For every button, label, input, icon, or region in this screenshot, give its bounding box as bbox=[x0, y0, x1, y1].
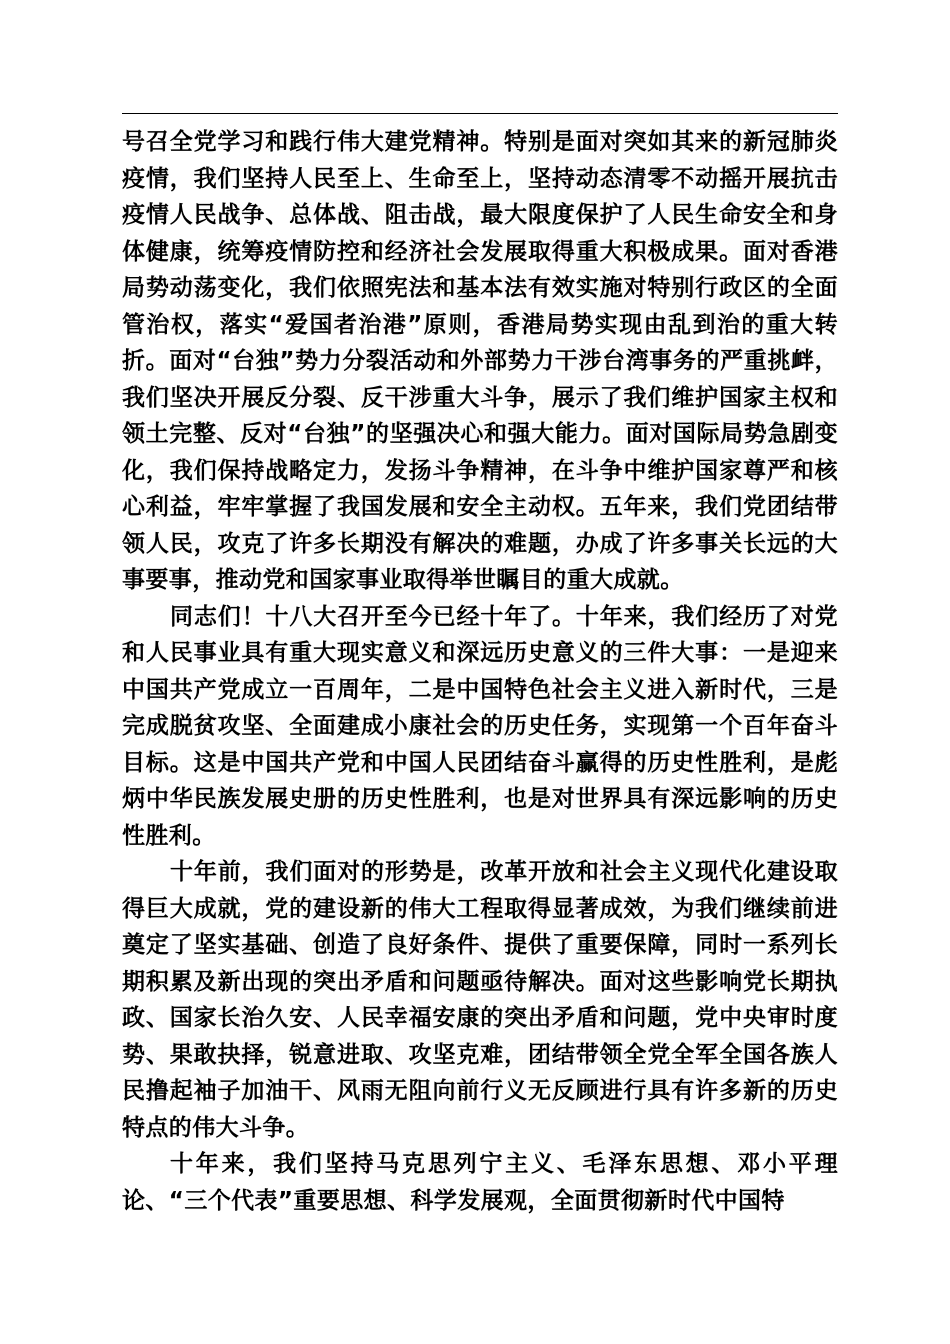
paragraph-3: 十年前，我们面对的形势是，改革开放和社会主义现代化建设取得巨大成就，党的建设新的伟大工程取得显著成效，为我们继续前进奠定了坚实基础、创造了良好条件、提供了重要保障，同时一系列长期积累及新出现的突出矛盾和问题亟待解决。面对这些影响党长期执政、国家长治久安、人民幸福安康的突出矛盾和问题，党中央审时度势、果敢抉择，锐意进取、攻坚克难，团结带领全党全军全国各族人民撸起袖子加油干、风雨无阻向前行义无反顾进行具有许多新的历史特点的伟大斗争。 bbox=[122, 859, 838, 1141]
paragraph-1: 号召全党学习和践行伟大建党精神。特别是面对突如其来的新冠肺炎疫情，我们坚持人民至上、生命至上，坚持动态清零不动摇开展抗击疫情人民战争、总体战、阻击战，最大限度保护了人民生命安全和身体健康，统筹疫情防控和经济社会发展取得重大积极成果。面对香港局势动荡变化，我们依照宪法和基本法有效实施对特别行政区的全面管治权，落实“爱国者治港”原则，香港局势实现由乱到治的重大转折。面对“台独”势力分裂活动和外部势力干涉台湾事务的严重挑衅，我们坚决开展反分裂、反干涉重大斗争，展示了我们维护国家主权和领土完整、反对“台独”的坚强决心和强大能力。面对国际局势急剧变化，我们保持战略定力，发扬斗争精神，在斗争中维护国家尊严和核心利益，牢牢掌握了我国发展和安全主动权。五年来，我们党团结带领人民，攻克了许多长期没有解决的难题，办成了许多事关长远的大事要事，推动党和国家事业取得举世瞩目的重大成就。 bbox=[122, 129, 838, 593]
paragraph-2: 同志们！十八大召开至今已经十年了。十年来，我们经历了对党和人民事业具有重大现实意义和深远历史意义的三件大事：一是迎来中国共产党成立一百周年，二是中国特色社会主义进入新时代，三是完成脱贫攻坚、全面建成小康社会的历史任务，实现第一个百年奋斗目标。这是中国共产党和中国人民团结奋斗赢得的历史性胜利，是彪炳中华民族发展史册的历史性胜利，也是对世界具有深远影响的历史性胜利。 bbox=[122, 603, 838, 849]
document-body bbox=[122, 124, 838, 1219]
header-rule bbox=[122, 113, 838, 114]
paragraph-4: 十年来，我们坚持马克思列宁主义、毛泽东思想、邓小平理论、“三个代表”重要思想、科学发展观，全面贯彻新时代中国特 bbox=[122, 1151, 838, 1214]
